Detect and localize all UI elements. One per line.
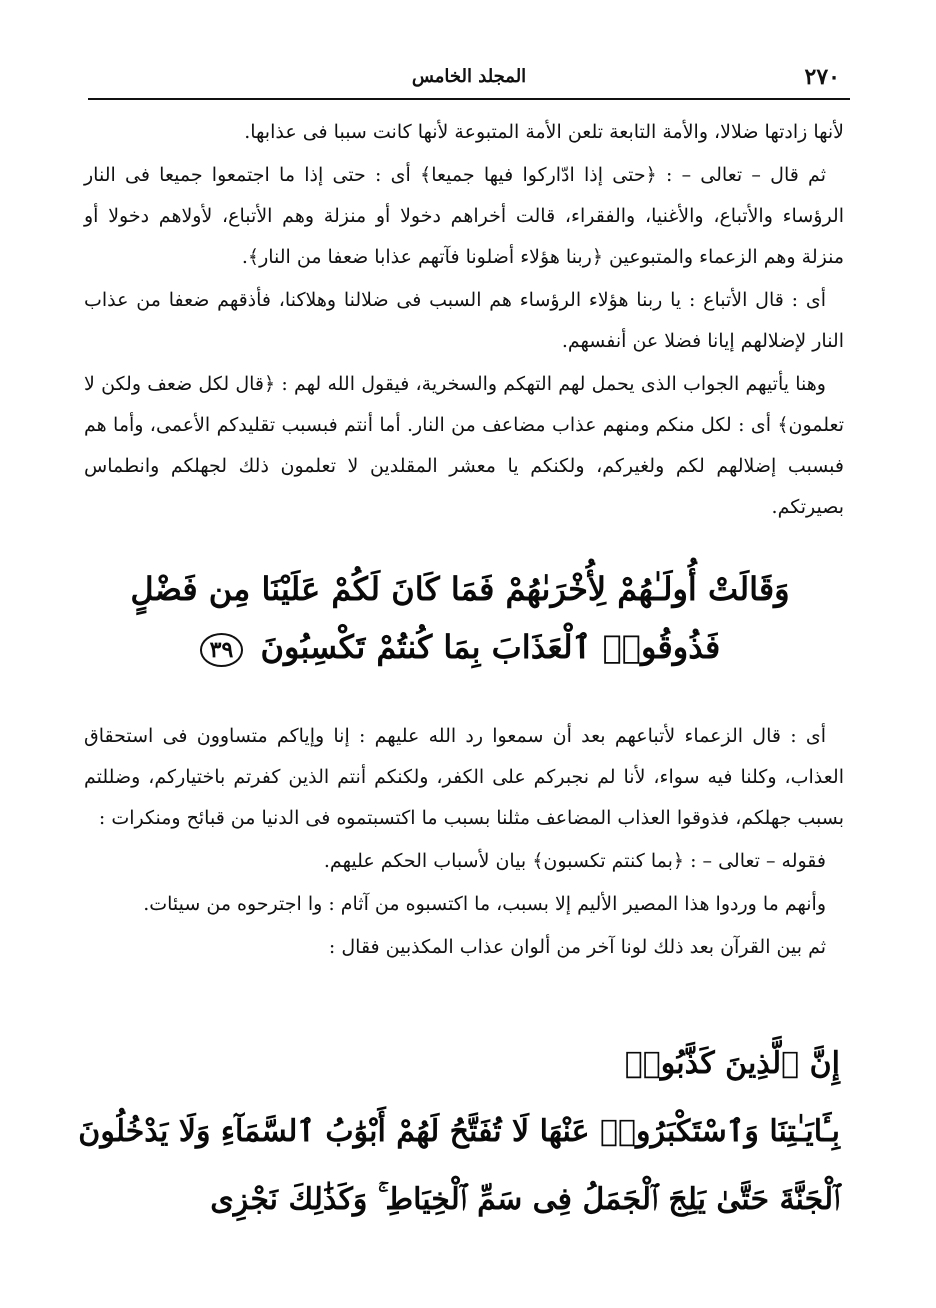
verse-line: بِـَٔايَـٰتِنَا وَٱسْتَكْبَرُوا۟ عَنْهَا لَا تُفَتَّحُ لَهُمْ أَبْوَٰبُ ٱلسَّمَآءِ وَلَا يَدْخُلُونَ xyxy=(78,1114,840,1149)
verse-line: وَقَالَتْ أُولَـٰهُمْ لِأُخْرَىٰهُمْ فَمَا كَانَ لَكُمْ عَلَيْنَا مِن فَضْلٍ xyxy=(130,570,790,608)
paragraph: فقوله – تعالى – : ﴿بما كنتم تكسبون﴾ بيان لأسباب الحكم عليهم. xyxy=(323,850,826,872)
paragraph: وهنا يأتيهم الجواب الذى يحمل لهم التهكم والسخرية، فيقول الله لهم : ﴿قال لكل ضعف ولكن لا تعلمون﴾ أى : لكل منكم ومنهم عذاب مضاعف من النار. أما أنتم فبسبب تقليدكم الأعمى، وأما هم فبسبب إضلالهم لكم ولغيركم، ولكنكم يا معشر المقلدين لا تعلمون ذلك لجهلكم وانطماس بصيرتكم. xyxy=(84,373,844,518)
verse-line: إِنَّ ٱلَّذِينَ كَذَّبُوا۟ xyxy=(624,1046,840,1081)
page-header xyxy=(90,62,848,98)
verse-line-text: فَذُوقُوا۟ ٱلْعَذَابَ بِمَا كُنتُمْ تَكْسِبُونَ xyxy=(260,628,721,666)
ayah-number-marker: ٣٩ xyxy=(200,633,244,667)
quran-verse-39 xyxy=(60,560,860,676)
verse-line xyxy=(60,618,860,676)
paragraph: أى : قال الزعماء لأتباعهم بعد أن سمعوا رد الله عليهم : إنا وإياكم متساوون فى استحقاق العذاب، وكلنا فيه سواء، لأنا لم نجبركم على الكفر، ولكنكم أنتم الذين كفرتم باختياركم، وضللتم بسبب جهلكم، فذوقوا العذاب المضاعف مثلنا بسبب ما اكتسبتموه فى الدنيا من قبائح ومنكرات : xyxy=(84,725,844,829)
volume-title: المجلد الخامس xyxy=(411,66,527,87)
paragraph: أى : قال الأتباع : يا ربنا هؤلاء الرؤساء هم السبب فى ضلالنا وهلاكنا، فأذقهم ضعفا من عذاب النار لإضلالهم إيانا فضلا عن أنفسهم. xyxy=(84,289,844,352)
quran-verse-40 xyxy=(78,1030,840,1234)
paragraph: ثم بين القرآن بعد ذلك لونا آخر من ألوان عذاب المكذبين فقال : xyxy=(328,936,826,958)
paragraph: لأنها زادتها ضلالا، والأمة التابعة تلعن الأمة المتبوعة لأنها كانت سببا فى عذابها. xyxy=(244,121,844,143)
page-number: ٢٧٠ xyxy=(804,64,840,90)
header-divider xyxy=(88,98,850,100)
paragraph: ثم قال – تعالى – : ﴿حتى إذا ادّاركوا فيها جميعا﴾ أى : حتى إذا ما اجتمعوا جميعا فى النار الرؤساء والأتباع، والأغنيا، والفقراء، قالت أخراهم دخولا أو منزلة وهم الأتباع، لأولاهم دخولا أو منزلة وهم الزعماء والمتبوعين ﴿ربنا هؤلاء أضلونا فآتهم عذابا ضعفا من النار﴾. xyxy=(84,164,844,268)
verse-line: ٱلْجَنَّةَ حَتَّىٰ يَلِجَ ٱلْجَمَلُ فِى سَمِّ ٱلْخِيَاطِ ۚ وَكَذَٰلِكَ نَجْزِى xyxy=(210,1182,840,1217)
commentary-section-2 xyxy=(84,716,844,970)
paragraph: وأنهم ما وردوا هذا المصير الأليم إلا بسبب، ما اكتسبوه من آثام : وا اجترحوه من سيئات. xyxy=(143,893,826,915)
commentary-section-1 xyxy=(84,112,844,530)
